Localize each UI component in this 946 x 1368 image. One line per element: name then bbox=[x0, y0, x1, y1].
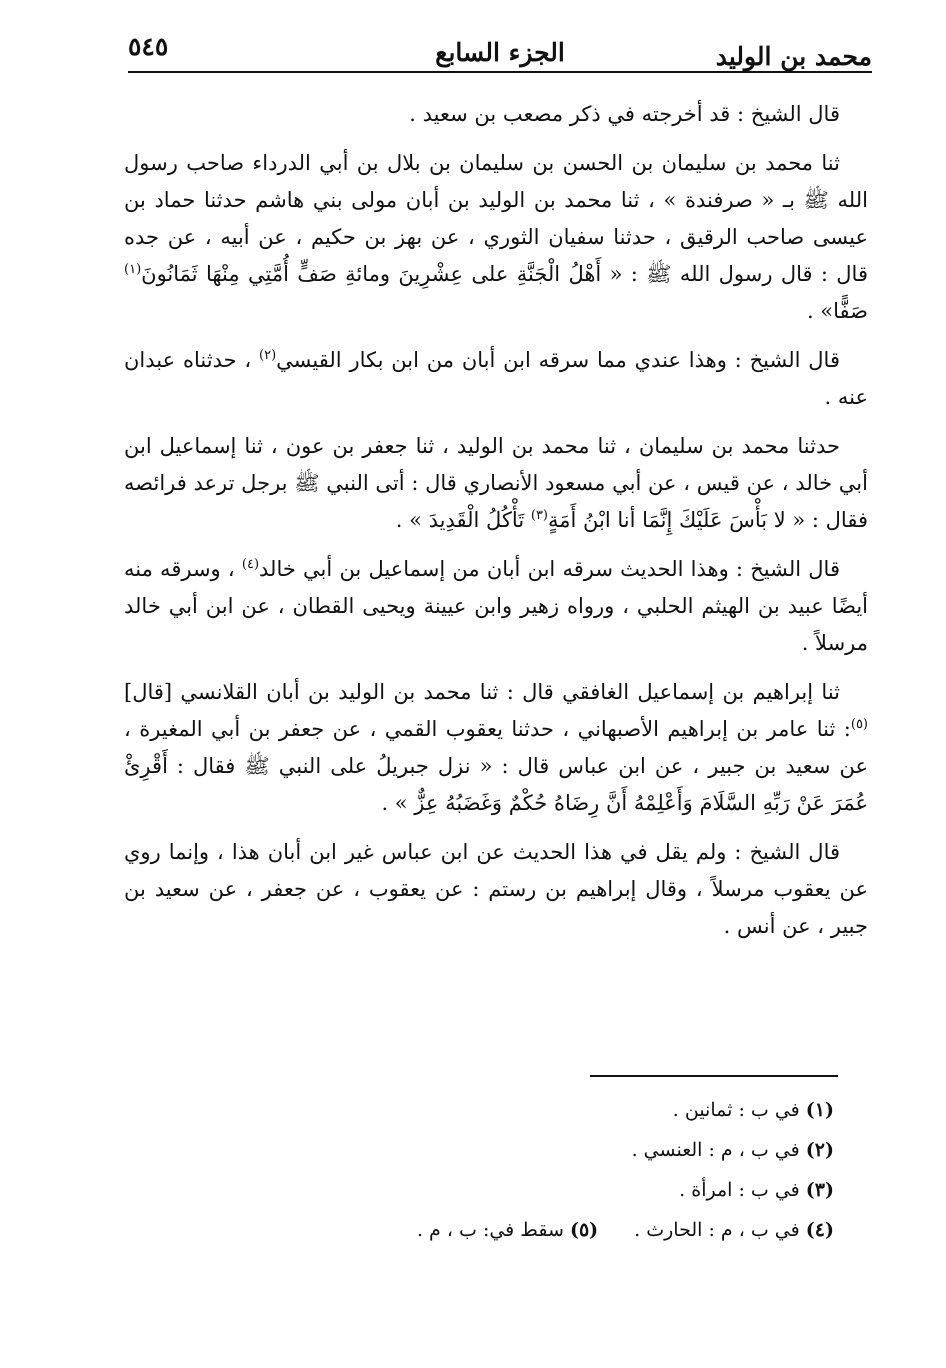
footnote-ref: (٥) bbox=[850, 717, 868, 732]
footnote-divider bbox=[590, 1075, 838, 1077]
footnote: (١) في ب : ثمانين . bbox=[672, 1099, 834, 1121]
paragraph: ثنا محمد بن سليمان بن الحسن بن سليمان بن بلال بن أبي الدرداء صاحب رسول الله ﷺ بـ « صرفندة » ، ثنا محمد بن الوليد بن أبان مولى بني هاشم حدثنا حماد بن عيسى صاحب الرقيق ، حدثنا سفيان الثوري ، عن بهز بن حكيم ، عن أبيه ، عن جده قال : قال رسول الله ﷺ : « أَهْلُ الْجَنَّةِ على عِشْرِينَ ومائةِ صَفٍّ أُمَّتِي مِنْهَا ثَمَانُونَ$^{(١)}$ صَفًّا» . bbox=[124, 151, 868, 323]
footnote-ref: (٢) bbox=[259, 348, 277, 363]
footnote: (٢) في ب ، م : العنسي . bbox=[631, 1139, 834, 1161]
chapter-title: محمد بن الوليد bbox=[715, 42, 872, 71]
header-divider bbox=[128, 71, 872, 73]
footnote-ref: (١) bbox=[124, 262, 142, 277]
paragraph: قال الشيخ : وهذا الحديث سرقه ابن أبان من إسماعيل بن أبي خالد$^{(٤)}$ ، وسرقه منه أيضًا عبيد بن الهيثم الحلبي ، ورواه زهير وابن عيينة ويحيى القطان ، عن ابن أبي خالد مرسلاً . bbox=[124, 557, 868, 655]
volume-title: الجزء السابع bbox=[435, 38, 565, 67]
footnotes bbox=[234, 1090, 834, 1250]
paragraph: ثنا إبراهيم بن إسماعيل الغافقي قال : ثنا محمد بن الوليد بن أبان القلانسي [قال]$^{(٥)}$: ثنا عامر بن إبراهيم الأصبهاني ، حدثنا يعقوب القمي ، عن جعفر بن أبي المغيرة ، عن سعيد بن جبير ، عن ابن عباس قال : « نزل جبريلُ على النبي ﷺ فقال : أَقْرِئْ عُمَرَ عَنْ رَبِّهِ السَّلَامَ وَأَعْلِمْهُ أَنَّ رِضَاهُ حُكْمٌ وَغَضَبُهُ عِزٌّ » . bbox=[124, 680, 868, 815]
paragraph: قال الشيخ : ولم يقل في هذا الحديث عن ابن عباس غير ابن أبان هذا ، وإنما روي عن يعقوب مرسلاً ، وقال إبراهيم بن رستم : عن يعقوب ، عن جعفر ، عن سعيد بن جبير ، عن أنس . bbox=[124, 840, 868, 938]
running-header bbox=[128, 30, 872, 70]
footnote: (٤) في ب ، م : الحارث .(٥) سقط في: ب ، م . bbox=[416, 1219, 834, 1241]
footnote-ref: (٤) bbox=[241, 557, 260, 572]
paragraph: حدثنا محمد بن سليمان ، ثنا محمد بن الوليد ، ثنا جعفر بن عون ، ثنا إسماعيل ابن أبي خالد ، عن قيس ، عن أبي مسعود الأنصاري قال : أتى النبي ﷺ برجل ترعد فرائصه فقال : « لا بَأْسَ عَلَيْكَ إِنَّمَا أنا ابْنُ أَمَةٍ$^{(٣)}$ تَأْكُلُ الْقَدِيدَ » . bbox=[124, 434, 868, 532]
page-number: ٥٤٥ bbox=[128, 32, 169, 61]
footnote: (٣) في ب : امرأة . bbox=[679, 1179, 834, 1201]
paragraph: قال الشيخ : قد أخرجته في ذكر مصعب بن سعيد . bbox=[409, 102, 840, 126]
main-text bbox=[124, 96, 868, 957]
footnote-ref: (٣) bbox=[530, 508, 548, 523]
paragraph: قال الشيخ : وهذا عندي مما سرقه ابن أبان من ابن بكار القيسي$^{(٢)}$ ، حدثناه عبدان عنه . bbox=[124, 348, 868, 409]
